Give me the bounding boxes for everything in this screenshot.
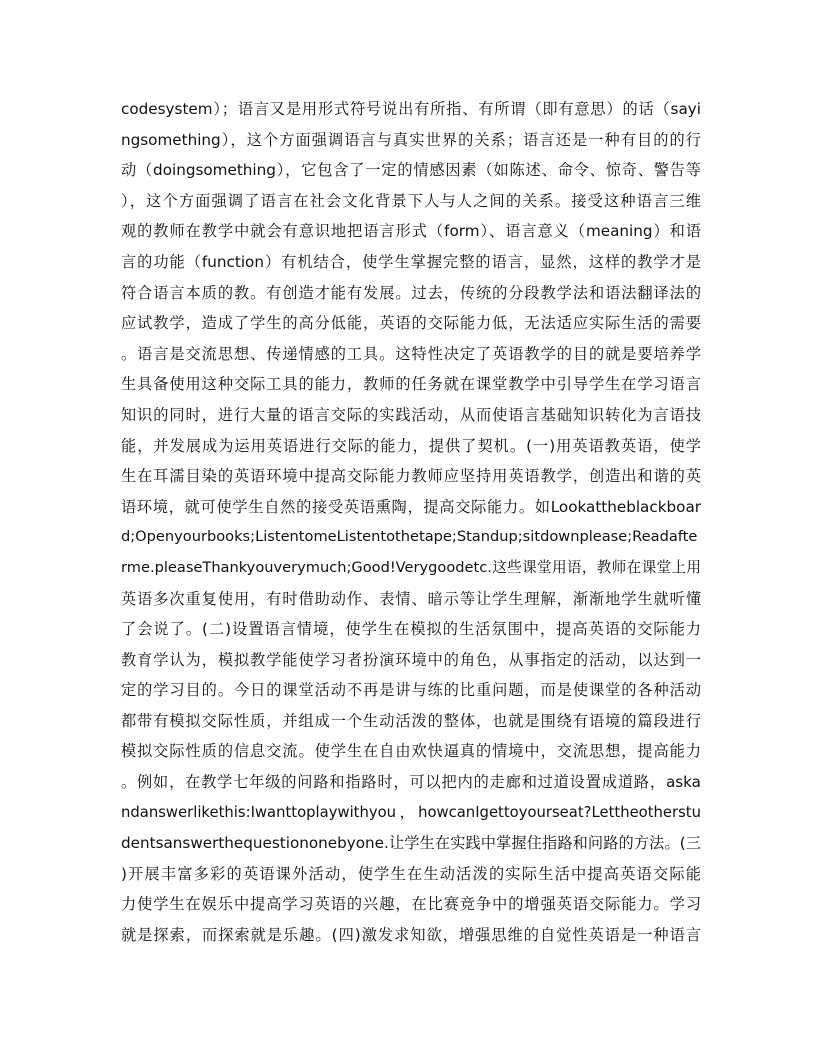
text-line: 英语多次重复使用，有时借助动作、表情、暗示等让学生理解，渐渐地学生就听懂	[121, 589, 701, 608]
text-line: 应试教学，造成了学生的高分低能，英语的交际能力低，无法适应实际生活的需要	[121, 314, 701, 333]
text-line: 生具备使用这种交际工具的能力，教师的任务就在课堂教学中引导学生在学习语言	[121, 375, 701, 394]
text-line: rme.pleaseThankyouverymuch;Good!Verygoodetc.这些课堂用语，教师在课堂上用	[121, 558, 701, 576]
text-line: 观的教师在教学中就会有意识地把语言形式（form）、语言意义（meaning）和语	[121, 222, 701, 241]
text-line: ），这个方面强调了语言在社会文化背景下人与人之间的关系。接受这种语言三维	[121, 191, 701, 210]
text-line: 能，并发展成为运用英语进行交际的能力，提供了契机。(一)用英语教英语，使学	[121, 436, 701, 455]
text-line: 力使学生在娱乐中提高学习英语的兴趣，在比赛竞争中的增强英语交际能力。学习	[121, 895, 701, 914]
body-text	[121, 94, 701, 951]
text-line: 知识的同时，进行大量的语言交际的实践活动，从而使语言基础知识转化为言语技	[121, 405, 701, 424]
text-line: d;Openyourbooks;ListentomeListentothetape;Standup;sitdownplease;Readafte	[121, 528, 698, 546]
text-line: 了会说了。(二)设置语言情境，使学生在模拟的生活氛围中，提高英语的交际能力	[121, 620, 701, 639]
text-line: 。例如，在教学七年级的问路和指路时，可以把内的走廊和过道设置成道路，aska	[121, 773, 701, 792]
text-line: 。语言是交流思想、传递情感的工具。这特性决定了英语教学的目的就是要培养学	[121, 344, 701, 363]
text-line: 模拟交际性质的信息交流。使学生在自由欢快逼真的情境中，交流思想，提高能力	[121, 742, 701, 761]
text-line: 动（doingsomething），它包含了一定的情感因素（如陈述、命令、惊奇、警告等	[121, 161, 701, 180]
text-line: dentsanswerthequestiononebyone.让学生在实践中掌握住指路和问路的方法。(三	[121, 834, 701, 853]
text-line: 生在耳濡目染的英语环境中提高交际能力教师应坚持用英语教学，创造出和谐的英	[121, 467, 701, 486]
text-line: 教育学认为，模拟教学能使学习者扮演环境中的角色，从事指定的活动，以达到一	[121, 650, 701, 669]
text-line: )开展丰富多彩的英语课外活动，使学生在生动活泼的实际生活中提高英语交际能	[121, 864, 701, 883]
text-line: 都带有模拟交际性质，并组成一个生动活泼的整体，也就是围绕有语境的篇段进行	[121, 711, 701, 730]
text-line: 符合语言本质的教。有创造才能有发展。过去，传统的分段教学法和语法翻译法的	[121, 283, 701, 302]
text-line: 语环境，就可使学生自然的接受英语熏陶，提高交际能力。如Lookattheblackboar	[121, 497, 701, 516]
text-line: 言的功能（function）有机结合，使学生掌握完整的语言，显然，这样的教学才是	[121, 252, 701, 271]
text-line: codesystem）；语言又是用形式符号说出有所指、有所谓（即有意思）的话（sayi	[121, 100, 701, 118]
text-line: 定的学习目的。今日的课堂活动不再是讲与练的比重问题，而是使课堂的各种活动	[121, 681, 701, 700]
text-line: ngsomething），这个方面强调语言与真实世界的关系；语言还是一种有目的的行	[121, 130, 701, 149]
text-line: 就是探索，而探索就是乐趣。(四)激发求知欲，增强思维的自觉性英语是一种语言	[121, 926, 701, 945]
text-line: ndanswerlikethis:Iwanttoplaywithyou，howcanIgettoyourseat?Lettheotherstu	[121, 803, 701, 821]
